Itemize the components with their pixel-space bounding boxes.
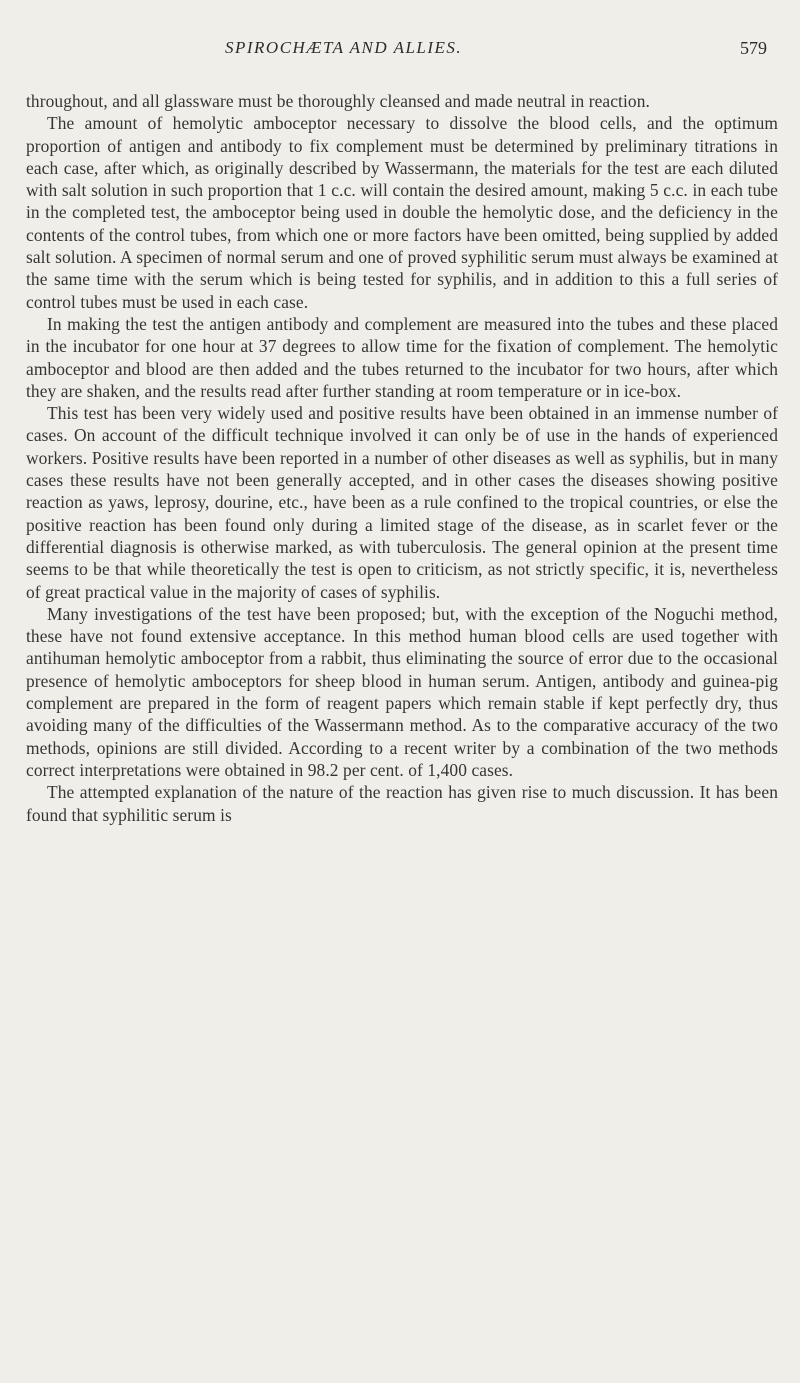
paragraph-making-test: In making the test the antigen antibody and complement are measured into the tubes and these placed in the incubator for one hour at 37 degrees to allow time for the fixation of complement. The hemolytic amboceptor and blood are then added and the tubes returned to the incubator for two hours, after which they are shaken, and the results read after further standing at room temperature or in ice-box. xyxy=(26,313,778,401)
paragraph-continuation: throughout, and all glassware must be thoroughly cleansed and made neutral in reaction. xyxy=(26,91,650,111)
paragraph-noguchi-method: Many investigations of the test have been proposed; but, with the exception of the Noguchi method, these have not found extensive acceptance. In this method human blood cells are used together with antihuman hemolytic amboceptor from a rabbit, thus eliminating the source of error due to the occasional presence of hemolytic amboceptors for sheep blood in human serum. Antigen, antibody and guinea-pig complement are prepared in the form of reagent papers which remain stable if kept perfectly dry, thus avoiding many of the difficulties of the Wassermann method. As to the comparative accuracy of the two methods, opinions are still divided. According to a recent writer by a combination of the two methods correct interpretations were obtained in 98.2 per cent. of 1,400 cases. xyxy=(26,603,778,780)
paragraph-test-results: This test has been very widely used and positive results have been obtained in an immense number of cases. On account of the difficult technique involved it can only be of use in the hands of experienced workers. Positive results have been reported in a number of other diseases as well as syphilis, but in many cases these results have not been generally accepted, and in other cases the diseases showing positive reaction as yaws, leprosy, dourine, etc., have been as a rule confined to the tropical countries, or else the positive reaction has been found only during a limited stage of the disease, as in scarlet fever or the differential diagnosis is otherwise marked, as with tuberculosis. The general opinion at the present time seems to be that while theoretically the test is open to criticism, as not strictly specific, it is, nevertheless of great practical value in the majority of cases of syphilis. xyxy=(26,403,778,602)
paragraph-amboceptor-titration: The amount of hemolytic amboceptor necessary to dissolve the blood cells, and the optimum proportion of antigen and antibody to fix complement must be determined by preliminary titrations in each case, after which, as originally described by Wassermann, the materials for the test are each diluted with salt solution in such proportion that 1 c.c. will contain the desired amount, making 5 c.c. in each tube in the completed test, the amboceptor being used in double the hemolytic dose, and the deficiency in the contents of the control tubes, from which one or more factors have been omitted, being supplied by added salt solution. A specimen of normal serum and one of proved syphilitic serum must always be examined at the same time with the serum which is being tested for syphilis, and in addition to this a full series of control tubes must be used in each case. xyxy=(26,113,778,312)
running-head xyxy=(0,38,800,68)
body-text xyxy=(26,90,778,826)
paragraph-explanation: The attempted explanation of the nature of the reaction has given rise to much discussion. It has been found that syphilitic serum is xyxy=(26,782,778,825)
running-title: SPIROCHÆTA AND ALLIES. xyxy=(225,38,463,57)
page-number: 579 xyxy=(740,38,767,58)
